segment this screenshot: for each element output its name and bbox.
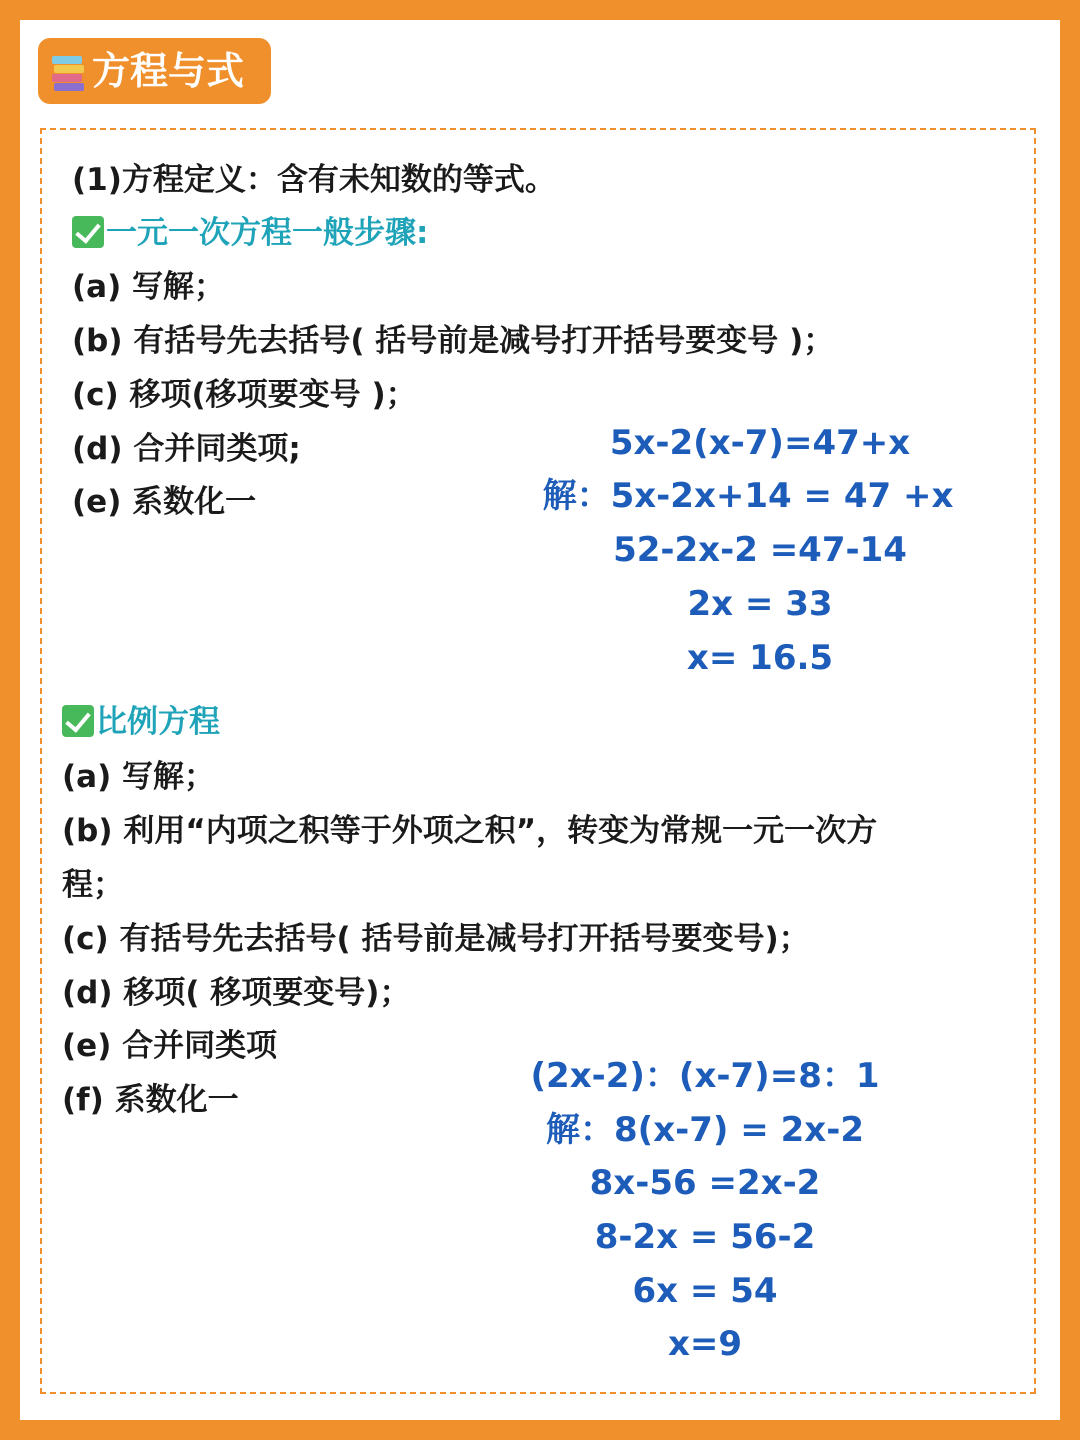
step-item: (d) 合并同类项; <box>72 431 301 467</box>
example-answer: x= 16.5 <box>686 638 834 678</box>
example-step: 6x = 54 <box>632 1271 778 1311</box>
books-icon <box>50 54 86 92</box>
example-step: 解：8(x-7) = 2x-2 <box>546 1110 864 1150</box>
check-icon <box>72 216 104 248</box>
step-item: (e) 系数化一 <box>72 484 257 520</box>
step-item: (b) 利用“内项之积等于外项之积”，转变为常规一元一次方 <box>62 813 878 849</box>
check-icon <box>62 705 94 737</box>
step-item: (c) 移项(移项要变号 )； <box>72 377 417 413</box>
step-item: (a) 写解； <box>72 269 226 305</box>
step-item: (b) 有括号先去括号( 括号前是减号打开括号要变号 )； <box>72 323 835 359</box>
step-item: (c) 有括号先去括号( 括号前是减号打开括号要变号)； <box>62 921 810 957</box>
section-heading-linear-equation: 一元一次方程一般步骤: <box>72 213 428 253</box>
step-item: (f) 系数化一 <box>62 1082 239 1118</box>
step-item: (a) 写解； <box>62 759 216 795</box>
title-badge <box>38 38 271 104</box>
step-item: (d) 移项( 移项要变号)； <box>62 975 411 1011</box>
example-answer: x=9 <box>667 1324 743 1364</box>
section-heading-proportion-equation: 比例方程 <box>62 702 220 742</box>
step-item: (e) 合并同类项 <box>62 1028 278 1064</box>
example-step: 8x-56 =2x-2 <box>589 1163 821 1203</box>
equation-definition: (1)方程定义：含有未知数的等式。 <box>72 162 556 198</box>
example-step: 解：5x-2x+14 = 47 +x <box>542 476 954 516</box>
example-equation: 5x-2(x-7)=47+x <box>609 423 911 463</box>
step-item: 程； <box>62 867 124 903</box>
example-step: 52-2x-2 =47-14 <box>613 530 907 570</box>
page-title: 方程与式 <box>92 49 245 93</box>
example-step: 8-2x = 56-2 <box>594 1217 816 1257</box>
example-step: 2x = 33 <box>687 584 833 624</box>
example-equation: (2x-2)：(x-7)=8：1 <box>530 1056 880 1096</box>
